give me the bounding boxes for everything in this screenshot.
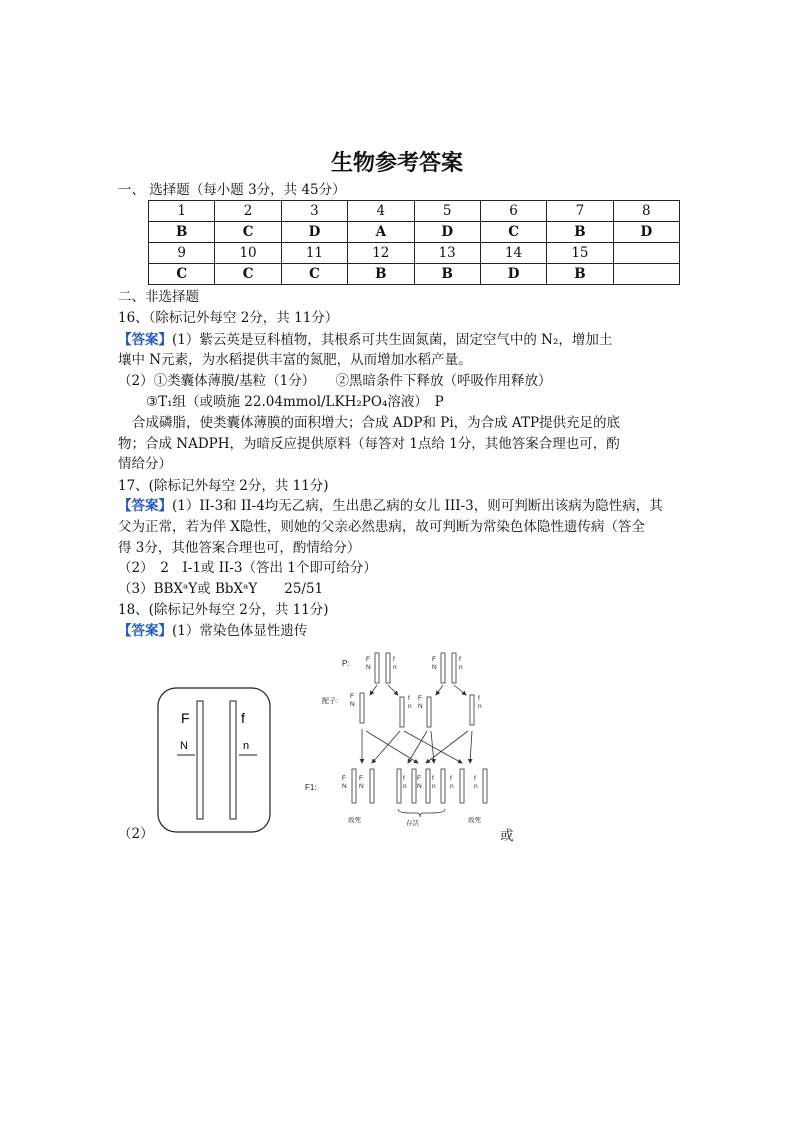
allele-F-label: F (432, 656, 436, 663)
table-cell: B (547, 222, 613, 243)
table-cell: 2 (215, 201, 281, 222)
lethal-label-2: 致死 (468, 817, 481, 824)
q17-answer-line-3: 得 3分，其他答案合理也可，酌情给分） (118, 540, 361, 556)
q16-answer-line-3: （2）①类囊体薄膜/基粒（1分） ②黑暗条件下释放（呼吸作用释放） (118, 373, 552, 389)
table-cell: 11 (281, 243, 347, 264)
table-cell: B (414, 264, 480, 285)
allele-n-label: n (432, 783, 436, 790)
arrow (454, 685, 466, 695)
q16-answer-line-1 (118, 330, 612, 350)
arrow (404, 731, 462, 763)
chromosome (460, 769, 464, 803)
table-cell: 13 (414, 243, 480, 264)
answer-tag: 【答案】 (118, 498, 172, 514)
allele-F-label: F (418, 695, 422, 702)
p-generation-label: P: (342, 659, 350, 668)
q18-answer-line-1 (118, 621, 307, 641)
table-cell (613, 264, 679, 285)
allele-N-label: N (350, 701, 355, 708)
q17-text-1: (1）II-3和 II-4均无乙病，生出患乙病的女儿 III-3，则可判断出该病为隐性病，其 (172, 498, 663, 514)
arrow (388, 685, 398, 695)
allele-f-label: f (432, 775, 434, 782)
arrow (366, 731, 418, 763)
chromosome (412, 769, 416, 803)
table-row (149, 201, 680, 222)
q17-answer-line-4: （2） 2 I-1或 II-3（答出 1个即可给分） (118, 560, 377, 576)
table-cell: D (480, 264, 546, 285)
chromosome (386, 653, 390, 683)
chromosome (375, 653, 379, 683)
chromosome-right (230, 701, 236, 819)
q17-answer-line-1 (118, 496, 663, 516)
chromosome (400, 697, 404, 727)
q16-answer-line-4: ③T₁组（或喷施 22.04mmol/LKH₂PO₄溶液） P (146, 394, 444, 410)
allele-n-label: n (459, 664, 463, 671)
allele-F-label: F (417, 775, 421, 782)
chromosome (483, 769, 487, 803)
chromosome (441, 769, 445, 803)
allele-f-label: f (403, 775, 405, 782)
page-title: 生物参考答案 (330, 151, 463, 176)
answer-table (148, 200, 680, 285)
surviving-brace (398, 809, 445, 817)
table-cell: 4 (348, 201, 414, 222)
chromosome (452, 653, 456, 683)
allele-n-label: n (478, 703, 482, 710)
table-cell: 15 (547, 243, 613, 264)
q18-header: 18、(除标记外每空 2分，共 11分) (118, 602, 329, 618)
allele-f-label: f (478, 695, 480, 702)
q17-answer-line-2: 父为正常，若为伴 X隐性，则她的父亲必然患病，故可判断为常染色体隐性遗传病（答全 (118, 519, 645, 535)
section1-heading: 一、 选择题（每小题 3分，共 45分） (118, 182, 346, 198)
lethal-label-1: 致死 (348, 817, 361, 824)
allele-F-label: F (342, 775, 346, 782)
table-cell: 5 (414, 201, 480, 222)
chromosome (470, 695, 474, 725)
table-cell: B (547, 264, 613, 285)
q18-or-text: 或 (500, 828, 514, 844)
table-cell: 9 (149, 243, 215, 264)
allele-N-label: N (366, 664, 371, 671)
table-cell: C (215, 222, 281, 243)
answer-tag: 【答案】 (118, 332, 172, 348)
chromosome (441, 653, 445, 683)
allele-F-label: F (181, 710, 190, 726)
chromosome (426, 769, 430, 803)
arrow (372, 731, 400, 763)
allele-n-label: n (408, 703, 412, 710)
allele-F-label: F (366, 656, 370, 663)
allele-f-label: f (474, 775, 476, 782)
f1-generation-label: F1: (305, 783, 317, 792)
chromosome-pair-diagram (155, 686, 275, 836)
table-cell: 14 (480, 243, 546, 264)
chromosome (352, 769, 356, 803)
allele-f-label: f (450, 775, 452, 782)
table-cell: 8 (613, 201, 679, 222)
table-cell: D (613, 222, 679, 243)
arrow (436, 685, 443, 695)
allele-N-label: N (359, 783, 364, 790)
table-cell: C (281, 264, 347, 285)
q18-answer-line-2: （2） (118, 826, 154, 842)
table-cell: A (348, 222, 414, 243)
gamete-label: 配子: (322, 698, 338, 705)
q16-text-1: (1）紫云英是豆科植物，其根系可共生固氮菌，固定空气中的 N₂，增加土 (172, 332, 613, 348)
q16-header: 16、（除标记外每空 2分，共 11分） (118, 310, 339, 326)
allele-F-label: F (350, 693, 354, 700)
chromosome-left (197, 701, 203, 819)
q17-header: 17、(除标记外每空 2分，共 11分) (118, 478, 329, 494)
table-row (149, 264, 680, 285)
diagram-box (158, 688, 270, 832)
answer-tag: 【答案】 (118, 623, 172, 639)
chromosome (427, 697, 431, 727)
q17-answer-line-5: （3）BBXᵃY或 BbXᵃY 25/51 (118, 581, 324, 597)
table-cell: D (414, 222, 480, 243)
q16-answer-line-2: 壤中 N元素，为水稻提供丰富的氮肥，从而增加水稻产量。 (118, 352, 472, 368)
allele-f-label: f (241, 710, 245, 726)
table-cell: C (149, 264, 215, 285)
allele-N-label: N (180, 740, 188, 752)
allele-f-label: f (393, 656, 395, 663)
chromosome (360, 693, 364, 723)
table-cell: B (348, 264, 414, 285)
q16-answer-line-6: 物；合成 NADPH，为暗反应提供原料（每答对 1点给 1分，其他答案合理也可，酌 (118, 436, 620, 452)
allele-n-label: n (393, 664, 397, 671)
surviving-label: 存活 (406, 820, 419, 827)
table-cell: 1 (149, 201, 215, 222)
table-cell: 3 (281, 201, 347, 222)
chromosome (370, 769, 374, 803)
allele-N-label: N (418, 703, 423, 710)
table-cell: D (281, 222, 347, 243)
arrow (470, 731, 472, 763)
table-cell: 10 (215, 243, 281, 264)
allele-N-label: N (432, 664, 437, 671)
allele-n-label: n (450, 783, 454, 790)
table-cell: C (480, 222, 546, 243)
q16-answer-line-7: 情给分） (118, 456, 172, 472)
allele-f-label: f (408, 695, 410, 702)
table-cell: B (149, 222, 215, 243)
allele-n-label: n (403, 783, 407, 790)
allele-F-label: F (359, 775, 363, 782)
table-cell: 7 (547, 201, 613, 222)
allele-N-label: N (342, 783, 347, 790)
table-cell (613, 243, 679, 264)
chromosome (397, 769, 401, 803)
table-cell: 6 (480, 201, 546, 222)
genetic-cross-diagram (300, 645, 510, 830)
arrow (370, 685, 377, 695)
section2-heading: 二、非选择题 (118, 289, 199, 305)
table-cell: C (215, 264, 281, 285)
arrow (408, 731, 427, 763)
table-cell: 12 (348, 243, 414, 264)
allele-f-label: f (459, 656, 461, 663)
allele-n-label: n (243, 740, 250, 752)
table-row (149, 243, 680, 264)
allele-n-label: n (474, 783, 478, 790)
q16-answer-line-5: 合成磷脂，使类囊体薄膜的面积增大；合成 ADP和 Pi，为合成 ATP提供充足的底 (132, 415, 621, 431)
q18-text-1: (1）常染色体显性遗传 (172, 623, 308, 639)
allele-N-label: N (417, 783, 422, 790)
table-row (149, 222, 680, 243)
